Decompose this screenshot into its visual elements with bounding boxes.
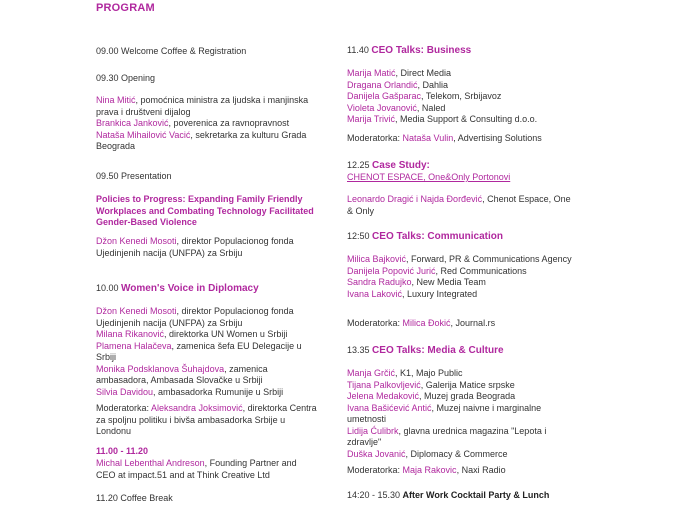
speaker-name: Tijana Palkovljević [347,379,421,390]
speaker-role: , Naled [416,102,446,113]
speaker-role: , zamenica šefa EU Delegacije u Srbiji [96,340,302,362]
speaker-entry [347,289,577,301]
moderator-name: Maja Rakovic [402,465,457,475]
speaker-entry [347,80,577,92]
diplomacy-heading [96,283,318,295]
speaker-name: Marija Matić [347,68,396,78]
business-speakers [347,68,577,126]
speaker-role: , Muzej naivne i marginalne umetnosti [347,402,542,424]
speaker-entry [96,95,318,118]
speaker-role: , pomoćnica ministra za ljudska i manjinska prava i društveni dijalog [96,95,309,117]
speaker-entry [347,254,577,266]
speaker-role: , glavna urednica magazina "Lepota i zdravlje" [347,425,547,447]
communication-moderator [347,318,577,330]
presentation-time-label: 09.50 Presentation [96,171,172,181]
speaker-name: Duška Jovanić [347,448,406,459]
moderator-label: Moderatorka: [96,403,152,413]
media-culture-speakers [347,368,577,460]
speaker-name: Lidija Ćulibrk [347,425,399,436]
speaker-role: , Muzej grada Beograda [419,391,516,401]
speaker-role: , Galerija Matice srpske [420,379,515,390]
session-time: 11.40 [347,45,369,55]
speaker-name: Nataša Mihailović Vacić [96,129,191,140]
case-study-link-row [347,172,577,184]
speaker-role: , Forward, PR & Communications Agency [406,254,572,264]
speaker-entry [347,426,577,449]
speaker-entry [96,387,318,399]
speaker-entry [347,449,577,461]
session-title: CEO Talks: Communication [372,231,503,242]
speaker-role: , Chenot Espace, One & Only [347,194,571,216]
speaker-name: Manja Grčić [347,368,396,378]
session-title: Women's Voice in Diplomacy [121,283,259,294]
speaker-role: , Telekom, Srbijavoz [421,91,502,101]
communication-speakers [347,254,577,300]
presentation-title: Policies to Progress: Expanding Family Friendly Workplaces and Combating Technology Facilitated Gender-Based Violence [96,194,314,227]
moderator-name: Nataša Vulin [402,133,454,143]
speaker-role: , direktor Populacionog fonda Ujedinjenih nacija (UNFPA) za Srbiju [96,306,294,328]
speaker-name: Violeta Jovanović [347,102,417,113]
speaker-entry [96,118,318,130]
case-study-heading [347,160,577,172]
speaker-role: , Dahlia [417,79,449,90]
speaker-entry [347,68,577,80]
moderator-role: , Advertising Solutions [453,133,542,143]
session-time: 14:20 - 15.30 [347,490,403,500]
speaker-entry [347,368,577,380]
session-title: CEO Talks: Business [371,45,472,56]
moderator-name: Milica Đokić [402,318,451,328]
special-speaker [96,458,318,481]
speaker-entry [96,364,318,387]
speaker-name: Michal Lebenthal Andreson [96,458,205,468]
case-study-link[interactable]: CHENOT ESPACE, One&Only Portonovi [347,172,511,182]
communication-heading [347,231,577,243]
speaker-role: , Direct Media [395,68,452,78]
speaker-name: Nina Mitić [96,95,136,105]
diplomacy-speakers [96,306,318,398]
presentation-speaker [96,236,318,259]
speaker-name: Milana Rikanović [96,329,165,339]
session-title: CEO Talks: Media & Culture [372,345,504,356]
diplomacy-moderator [96,403,318,438]
opening-time-label: 09.30 Opening [96,73,156,83]
speaker-name: Milica Bajković [347,254,407,264]
speaker-name: Ivana Laković [347,288,403,299]
speaker-name: Danijela Gašparac [347,91,422,101]
speaker-name: Monika Podsklanova Šuhajdova [96,363,225,374]
moderator-name: Aleksandra Joksimović [151,403,243,413]
speaker-entry [347,266,577,278]
speaker-role: , sekretarka za kulturu Grada Beograda [96,129,307,151]
opening-speakers [96,95,318,153]
moderator-label: Moderatorka: [347,133,403,143]
moderator-role: , Naxi Radio [456,465,506,475]
speaker-entry [96,341,318,364]
speaker-name: Dragana Orlandić [347,79,418,90]
speaker-role: , New Media Team [411,277,486,287]
session-time: 13.35 [347,345,370,355]
speaker-name: Plamena Halačeva [96,340,172,351]
speaker-role: , ambasadorka Rumunije u Srbiji [153,386,284,397]
speaker-entry [347,403,577,426]
speaker-entry [347,277,577,289]
speaker-entry [347,91,577,103]
speaker-entry [347,103,577,115]
speaker-name: Danijela Popović Jurić [347,265,436,276]
speaker-role: , Founding Partner and CEO at impact.51 and at Think Creative Ltd [96,458,297,480]
speaker-role: , Luxury Integrated [402,288,478,299]
speaker-name: Marija Trivić [347,114,396,124]
speaker-role: , Media Support & Consulting d.o.o. [395,114,538,124]
speaker-entry [96,329,318,341]
speaker-name: Jelena Medaković [347,391,420,401]
session-time: 12.25 [347,160,370,170]
speaker-role: , Red Communications [435,265,527,276]
speaker-entry [96,306,318,329]
coffee-break: 11.20 Coffee Break [96,493,173,503]
moderator-label: Moderatorka: [347,318,403,328]
speaker-name: Silvia Davidou [96,386,154,397]
media-culture-moderator [347,465,577,477]
speaker-name: Leonardo Dragić i Najda Đorđević [347,194,483,204]
speaker-entry [347,380,577,392]
welcome-item: 09.00 Welcome Coffee & Registration [96,46,247,56]
moderator-label: Moderatorka: [347,465,403,475]
session-title: Case Study: [372,160,430,171]
session-time: 12:50 [347,231,370,241]
speaker-name: Ivana Bašićević Antić [347,402,432,413]
speaker-role: , Diplomacy & Commerce [405,448,508,459]
speaker-name: Džon Kenedi Mosoti [96,236,177,246]
business-moderator [347,133,577,145]
moderator-role: , Journal.rs [450,318,496,328]
business-heading [347,45,577,57]
speaker-name: Sandra Radujko [347,277,412,287]
speaker-role: , poverenica za ravnopravnost [168,118,290,128]
speaker-entry [347,114,577,126]
case-study-speakers [347,194,577,217]
media-culture-heading [347,345,577,357]
speaker-entry [96,130,318,153]
speaker-name: Brankica Janković [96,118,169,128]
speaker-entry [347,391,577,403]
speaker-role: , direktorka UN Women u Srbiji [164,329,288,339]
speaker-role: , direktor Populacionog fonda Ujedinjenih nacija (UNFPA) za Srbiju [96,236,294,258]
session-time: 10.00 [96,283,119,293]
session-title: After Work Cocktail Party & Lunch [402,490,550,500]
speaker-role: , K1, Majo Public [395,368,463,378]
speaker-role: , zamenica ambasadora, Ambasada Slovačke u Srbiji [96,363,268,385]
special-time: 11.00 - 11.20 [96,446,149,456]
cocktail-heading [347,490,577,502]
moderator-role: , direktorka Centra za spoljnu politiku i bivša ambasadorka Srbije u Londonu [96,403,317,436]
program-title: PROGRAM [96,2,155,14]
speaker-name: Džon Kenedi Mosoti [96,306,177,316]
